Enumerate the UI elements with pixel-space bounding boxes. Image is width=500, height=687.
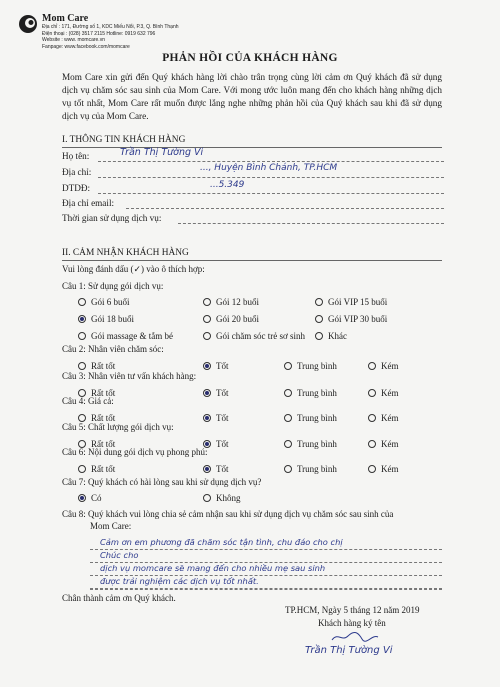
q4-option-3-label: Trung bình: [297, 413, 337, 423]
q1-option-4[interactable]: [78, 314, 134, 324]
q1-option-8[interactable]: [203, 331, 305, 341]
q3-option-3-label: Trung bình: [297, 388, 337, 398]
q3-option-3-radio[interactable]: [284, 389, 292, 397]
q6-option-2[interactable]: [203, 464, 229, 474]
q2-option-2-radio[interactable]: [203, 362, 211, 370]
q8-answer-text-2: Chúc cho: [100, 550, 139, 560]
q4-label: Câu 4: Giá cả:: [62, 396, 114, 406]
q5-option-3-label: Trung bình: [297, 439, 337, 449]
q3-option-2-radio[interactable]: [203, 389, 211, 397]
field-line-name: [98, 161, 444, 162]
q1-option-9-radio[interactable]: [315, 332, 323, 340]
q4-option-1-label: Rất tốt: [91, 413, 116, 423]
q4-option-2-radio[interactable]: [203, 414, 211, 422]
brand-name: Mom Care: [42, 13, 89, 24]
contact-block: [42, 24, 179, 50]
field-label-service-time: Thời gian sử dụng dịch vụ:: [62, 213, 162, 223]
q6-option-2-label: Tốt: [216, 464, 229, 474]
q2-option-3[interactable]: [284, 361, 337, 371]
field-label-email: Địa chỉ email:: [62, 198, 115, 208]
section2-divider: [62, 260, 442, 261]
website-line: Website : www. momcare.vn: [42, 37, 105, 44]
field-label-phone: DTDĐ:: [62, 183, 91, 193]
q4-option-4-label: Kém: [381, 413, 399, 423]
q1-option-3[interactable]: [315, 297, 387, 307]
signature-role: Khách hàng ký tên: [318, 618, 386, 628]
q4-option-2-label: Tốt: [216, 413, 229, 423]
field-label-address: Địa chỉ:: [62, 167, 92, 177]
q3-option-2[interactable]: [203, 388, 229, 398]
q1-option-9[interactable]: [315, 331, 347, 341]
q5-option-3[interactable]: [284, 439, 337, 449]
q6-option-3-label: Trung bình: [297, 464, 337, 474]
field-value-address[interactable]: ..., Huyện Bình Chánh, TP.HCM: [200, 163, 338, 173]
section1-divider: [62, 147, 442, 148]
intro-paragraph: Mom Care xin gửi đến Quý khách hàng lời chào trân trọng cùng lời cảm ơn Quý khách đã sử dụng dịch vụ chăm sóc sau sinh của Mom Care. Với mong ước luôn mang đến cho khách hàng những dịch vụ tốt nhất, Mom Care rất muốn được lắng nghe những phản hồi của Quý khách sau khi đã sử dụng dịch vụ của Mom Care.: [62, 72, 442, 121]
q1-option-6-label: Gói VIP 30 buổi: [328, 314, 388, 324]
signature-name: Trần Thị Tường Vi: [305, 645, 393, 656]
field-line-phone: [98, 193, 444, 194]
q2-option-2[interactable]: [203, 361, 229, 371]
q6-option-3-radio[interactable]: [284, 465, 292, 473]
q3-option-3[interactable]: [284, 388, 337, 398]
q1-option-2-label: Gói 12 buổi: [216, 297, 260, 307]
q4-option-3[interactable]: [284, 413, 337, 423]
q8-answer-text-3: dịch vụ momcare sẽ mang đến cho nhiều mẹ sau sinh: [100, 563, 326, 573]
q1-option-6-radio[interactable]: [315, 315, 323, 323]
q5-label: Câu 5: Chất lượng gói dịch vụ:: [62, 422, 174, 432]
q2-option-1-label: Rất tốt: [91, 361, 116, 371]
q3-option-4-radio[interactable]: [368, 389, 376, 397]
q5-option-3-radio[interactable]: [284, 440, 292, 448]
closing-text: Chân thành cảm ơn Quý khách.: [62, 593, 176, 603]
fanpage-line: Fanpage: www.facebook.com/momcare: [42, 43, 130, 50]
q4-option-2[interactable]: [203, 413, 229, 423]
q3-option-4-label: Kém: [381, 388, 399, 398]
q1-option-1[interactable]: [78, 297, 130, 307]
q6-option-1-radio[interactable]: [78, 465, 86, 473]
q1-option-3-radio[interactable]: [315, 298, 323, 306]
instruction-text: Vui lòng đánh dấu (✓) vào ô thích hợp:: [62, 264, 205, 274]
q7-option-2-radio[interactable]: [203, 494, 211, 502]
q2-label: Câu 2: Nhân viên chăm sóc:: [62, 344, 164, 354]
q2-option-3-label: Trung bình: [297, 361, 337, 371]
q1-option-3-label: Gói VIP 15 buổi: [328, 297, 388, 307]
section1-heading: I. THÔNG TIN KHÁCH HÀNG: [62, 135, 186, 145]
q6-option-1-label: Rất tốt: [91, 464, 116, 474]
address-line: Địa chỉ : 171, Đường số 1, KDC Miếu Nổi, P.3, Q. Bình Thạnh: [42, 24, 179, 30]
q1-option-4-label: Gói 18 buổi: [91, 314, 135, 324]
q5-option-4-label: Kém: [381, 439, 399, 449]
form-title: PHẢN HỒI CỦA KHÁCH HÀNG: [162, 52, 338, 64]
mom-care-logo-icon: [18, 14, 38, 34]
q3-option-4[interactable]: [368, 388, 399, 398]
q1-option-4-radio[interactable]: [78, 315, 86, 323]
field-line-service-time: [178, 223, 444, 224]
q8-label-cont: Mom Care:: [90, 521, 132, 531]
field-value-name[interactable]: Trần Thị Tường Vi: [120, 147, 204, 158]
q7-option-1-radio[interactable]: [78, 494, 86, 502]
q1-option-5-radio[interactable]: [203, 315, 211, 323]
q4-option-4-radio[interactable]: [368, 414, 376, 422]
q2-option-1-radio[interactable]: [78, 362, 86, 370]
q6-option-4[interactable]: [368, 464, 399, 474]
q1-option-5[interactable]: [203, 314, 259, 324]
q8-answer-text-4: được trải nghiệm các dịch vụ tốt nhất.: [100, 576, 259, 586]
q1-option-1-label: Gói 6 buổi: [91, 297, 130, 307]
q1-option-2[interactable]: [203, 297, 259, 307]
field-line-email: [126, 208, 444, 209]
field-value-phone[interactable]: ...5.349: [210, 180, 245, 190]
q1-option-7[interactable]: [78, 331, 173, 341]
section2-heading: II. CẢM NHẬN KHÁCH HÀNG: [62, 248, 189, 258]
q8-label: Câu 8: Quý khách vui lòng chia sẻ cảm nhận sau khi sử dụng dịch vụ chăm sóc sau sinh của: [62, 509, 394, 519]
q8-line-1: [90, 549, 442, 550]
q8-line-5: [90, 589, 442, 590]
q2-option-1[interactable]: [78, 361, 115, 371]
phone-line: Điện thoại : (028) 3517 2115 Hotline: 0919 632 796: [42, 30, 156, 37]
q1-option-8-label: Gói chăm sóc trẻ sơ sinh: [216, 331, 305, 341]
q1-option-8-radio[interactable]: [203, 332, 211, 340]
field-line-address: [98, 177, 444, 178]
q1-option-6[interactable]: [315, 314, 387, 324]
q2-option-3-radio[interactable]: [284, 362, 292, 370]
q2-option-2-label: Tốt: [216, 361, 229, 371]
q4-option-1-radio[interactable]: [78, 414, 86, 422]
q7-option-1-label: Có: [91, 493, 102, 503]
q3-label: Câu 3: Nhân viên tư vấn khách hàng:: [62, 371, 197, 381]
q2-option-4[interactable]: [368, 361, 399, 371]
q2-option-4-label: Kém: [381, 361, 399, 371]
q1-label: Câu 1: Sử dụng gói dịch vụ:: [62, 281, 164, 291]
q6-label: Câu 6: Nội dung gói dịch vụ phong phú:: [62, 447, 208, 457]
q7-label: Câu 7: Quý khách có hài lòng sau khi sử dụng dịch vụ?: [62, 477, 262, 487]
q4-option-3-radio[interactable]: [284, 414, 292, 422]
signature-date: TP.HCM, Ngày 5 tháng 12 năm 2019: [285, 605, 420, 615]
signature-scribble-icon: [330, 630, 380, 644]
q7-option-1[interactable]: [78, 493, 102, 503]
q3-option-1-label: Rất tốt: [91, 388, 116, 398]
q8-answer-text-1: Cảm ơn em phương đã chăm sóc tận tình, chu đáo cho chị: [100, 537, 343, 547]
q1-option-9-label: Khác: [328, 331, 347, 341]
q7-option-2-label: Không: [216, 493, 241, 503]
q5-option-4-radio[interactable]: [368, 440, 376, 448]
q5-option-4[interactable]: [368, 439, 399, 449]
q1-option-2-radio[interactable]: [203, 298, 211, 306]
field-label-name: Họ tên:: [62, 151, 90, 161]
q7-option-2[interactable]: [203, 493, 241, 503]
q1-option-7-radio[interactable]: [78, 332, 86, 340]
q3-option-2-label: Tốt: [216, 388, 229, 398]
q5-option-2-label: Tốt: [216, 439, 229, 449]
q4-option-4[interactable]: [368, 413, 399, 423]
q1-option-5-label: Gói 20 buổi: [216, 314, 260, 324]
q1-option-7-label: Gói massage & tắm bé: [91, 331, 173, 341]
q2-option-4-radio[interactable]: [368, 362, 376, 370]
q6-option-4-label: Kém: [381, 464, 399, 474]
q6-option-2-radio[interactable]: [203, 465, 211, 473]
q6-option-4-radio[interactable]: [368, 465, 376, 473]
q6-option-3[interactable]: [284, 464, 337, 474]
q1-option-1-radio[interactable]: [78, 298, 86, 306]
q6-option-1[interactable]: [78, 464, 115, 474]
q5-option-1-label: Rất tốt: [91, 439, 116, 449]
